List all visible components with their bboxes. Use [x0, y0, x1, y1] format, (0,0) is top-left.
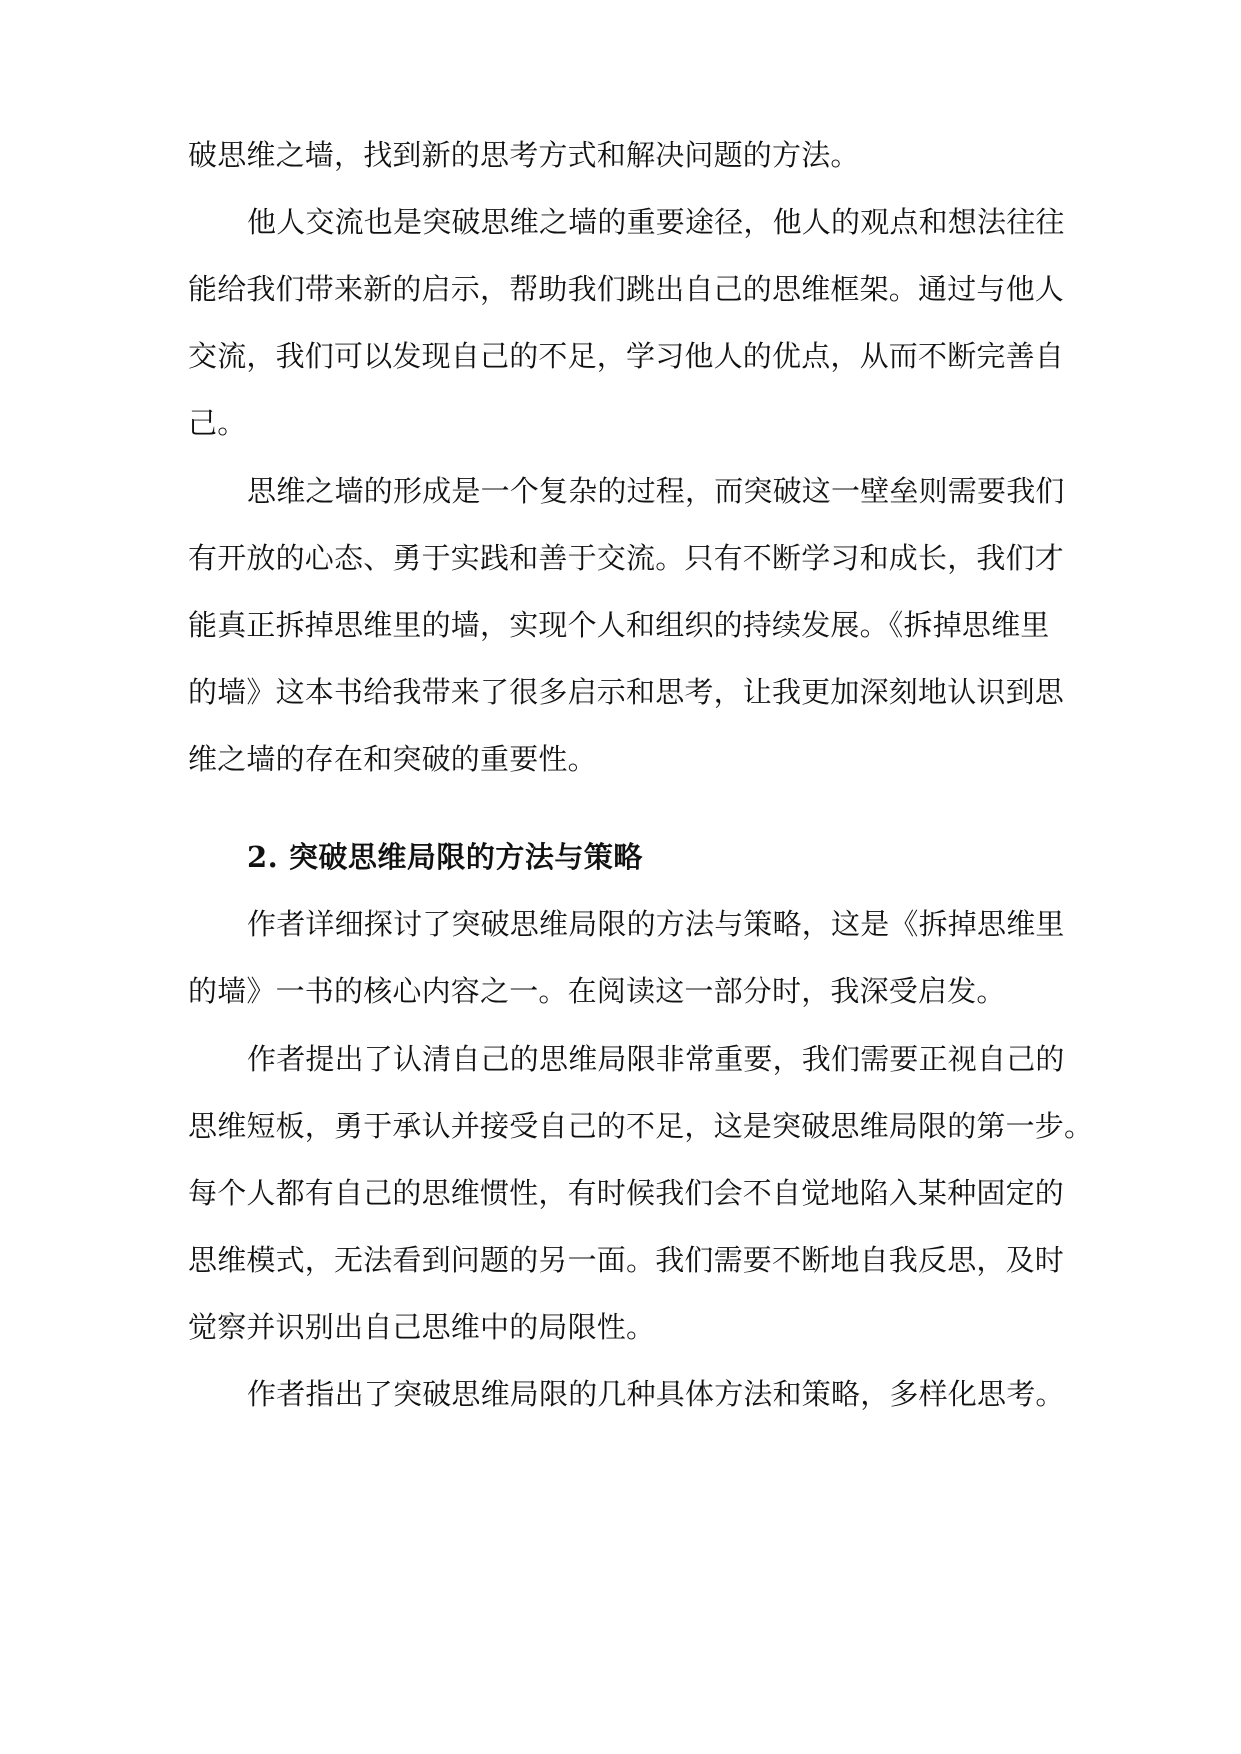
- section-paragraph-2-line-1: 作者提出了认清自己的思维局限非常重要，我们需要正视自己的: [247, 1042, 1065, 1076]
- paragraph-2-line-2: 能给我们带来新的启示，帮助我们跳出自己的思维框架。通过与他人: [188, 272, 1065, 306]
- section-paragraph-2-line-2: 思维短板，勇于承认并接受自己的不足，这是突破思维局限的第一步。: [188, 1109, 1094, 1143]
- section-paragraph-2-line-4: 思维模式，无法看到问题的另一面。我们需要不断地自我反思，及时: [188, 1243, 1065, 1277]
- paragraph-3-line-3: 能真正拆掉思维里的墙，实现个人和组织的持续发展。《拆掉思维里: [188, 608, 1050, 642]
- section-paragraph-2-line-5: 觉察并识别出自己思维中的局限性。: [188, 1310, 656, 1344]
- section-paragraph-1-line-1: 作者详细探讨了突破思维局限的方法与策略，这是《拆掉思维里: [247, 907, 1065, 941]
- paragraph-2-line-3: 交流，我们可以发现自己的不足，学习他人的优点，从而不断完善自: [188, 339, 1065, 373]
- section-heading: 2. 突破思维局限的方法与策略: [247, 840, 643, 874]
- paragraph-2-line-1: 他人交流也是突破思维之墙的重要途径，他人的观点和想法往往: [247, 205, 1065, 239]
- paragraph-3-line-4: 的墙》这本书给我带来了很多启示和思考，让我更加深刻地认识到思: [188, 675, 1065, 709]
- paragraph-2-line-4: 己。: [188, 406, 247, 440]
- paragraph-3-line-5: 维之墙的存在和突破的重要性。: [188, 742, 597, 776]
- paragraph-1-line-1: 破思维之墙，找到新的思考方式和解决问题的方法。: [188, 138, 860, 172]
- section-paragraph-2-line-3: 每个人都有自己的思维惯性，有时候我们会不自觉地陷入某种固定的: [188, 1176, 1065, 1210]
- paragraph-3-line-2: 有开放的心态、勇于实践和善于交流。只有不断学习和成长，我们才: [188, 541, 1065, 575]
- section-paragraph-1-line-2: 的墙》一书的核心内容之一。在阅读这一部分时，我深受启发。: [188, 974, 1006, 1008]
- section-paragraph-3-line-1: 作者指出了突破思维局限的几种具体方法和策略，多样化思考。: [247, 1377, 1065, 1411]
- paragraph-3-line-1: 思维之墙的形成是一个复杂的过程，而突破这一壁垒则需要我们: [247, 474, 1065, 508]
